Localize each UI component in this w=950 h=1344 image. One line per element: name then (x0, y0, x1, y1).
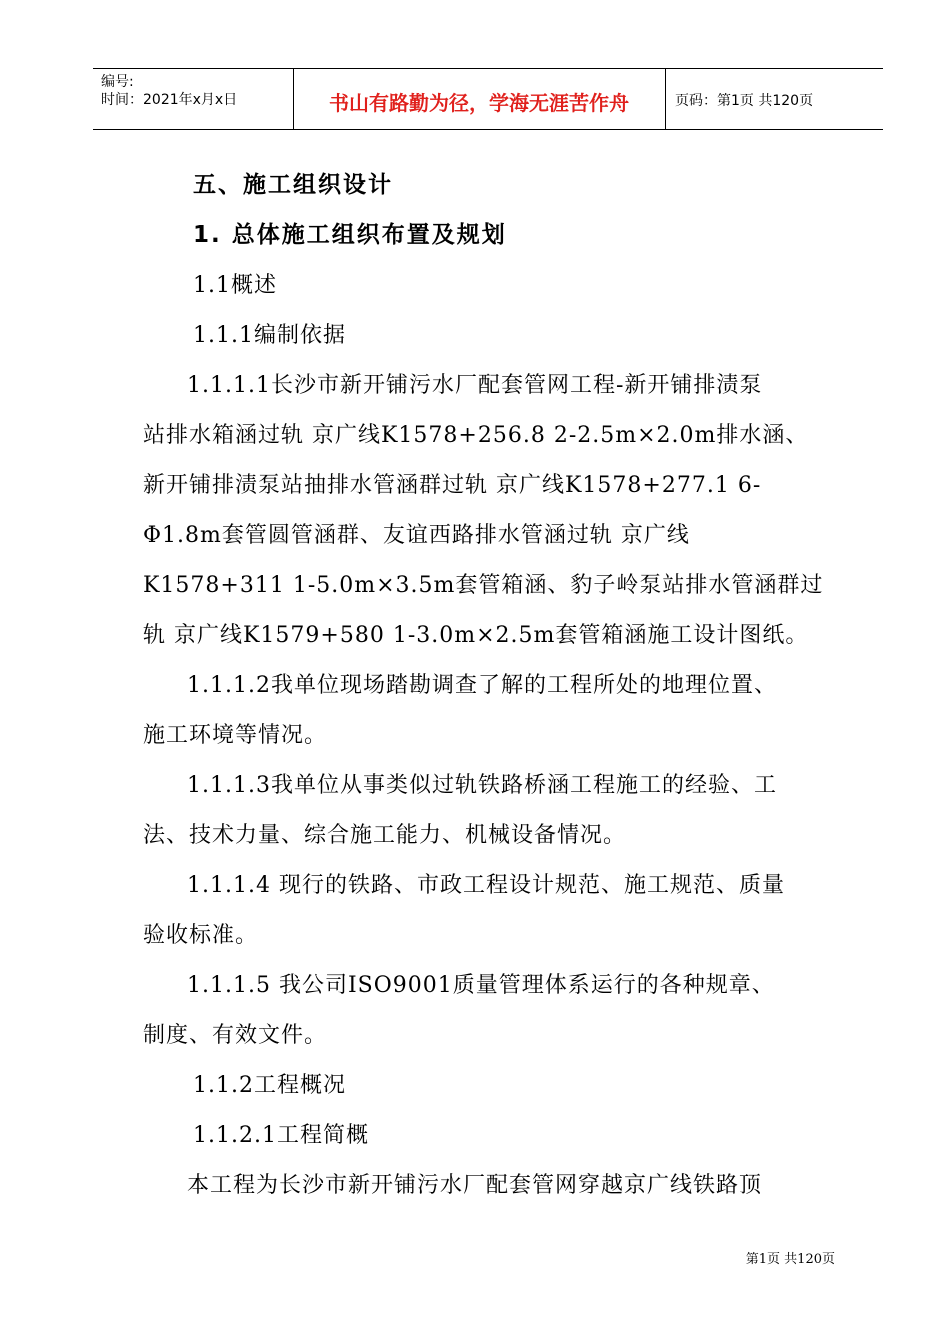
paragraph-line: Φ1.8m套管圆管涵群、友谊西路排水管涵过轨 京广线 (143, 523, 690, 548)
header-page-info: 页码：第1页 共120页 (675, 93, 814, 109)
paragraph-line: 新开铺排渍泵站抽排水管涵群过轨 京广线K1578+277.1 6- (143, 473, 762, 498)
section-heading: 五、施工组织设计 (193, 172, 393, 198)
paragraph-line: 1.1.1.1长沙市新开铺污水厂配套管网工程-新开铺排渍泵 (187, 373, 763, 398)
paragraph-line: 1.1.1编制依据 (193, 323, 346, 348)
header-left-cell (93, 69, 294, 129)
header-right-cell (665, 69, 883, 129)
page-header (93, 68, 883, 130)
paragraph-line: 本工程为长沙市新开铺污水厂配套管网穿越京广线铁路顶 (187, 1173, 763, 1198)
paragraph-line: 施工环境等情况。 (143, 723, 328, 748)
paragraph-line: 1.1.1.3我单位从事类似过轨铁路桥涵工程施工的经验、工 (187, 773, 777, 798)
number-label: 编号: (101, 74, 134, 90)
paragraph-line: 1.1.2.1工程简概 (193, 1123, 369, 1148)
subsection-heading: 1. 总体施工组织布置及规划 (193, 222, 507, 248)
paragraph-line: K1578+311 1-5.0m×3.5m套管箱涵、豹子岭泵站排水管涵群过 (143, 573, 824, 598)
paragraph-line: 轨 京广线K1579+580 1-3.0m×2.5m套管箱涵施工设计图纸。 (143, 623, 809, 648)
paragraph-line: 1.1.1.5 我公司ISO9001质量管理体系运行的各种规章、 (187, 973, 775, 998)
header-middle-cell (293, 69, 666, 129)
motto: 书山有路勤为径，学海无涯苦作舟 (329, 91, 629, 115)
paragraph-line: 1.1.2工程概况 (193, 1073, 346, 1098)
paragraph-line: 验收标准。 (143, 923, 259, 948)
paragraph-line: 制度、有效文件。 (143, 1023, 328, 1048)
footer-page-info: 第1页 共120页 (745, 1252, 835, 1267)
paragraph-line: 1.1概述 (193, 273, 277, 298)
paragraph-line: 1.1.1.2我单位现场踏勘调查了解的工程所处的地理位置、 (187, 673, 777, 698)
paragraph-line: 1.1.1.4 现行的铁路、市政工程设计规范、施工规范、质量 (187, 873, 785, 898)
time-label: 时间：2021年x月x日 (101, 92, 238, 108)
paragraph-line: 站排水箱涵过轨 京广线K1578+256.8 2-2.5m×2.0m排水涵、 (143, 423, 809, 448)
paragraph-line: 法、技术力量、综合施工能力、机械设备情况。 (143, 823, 627, 848)
